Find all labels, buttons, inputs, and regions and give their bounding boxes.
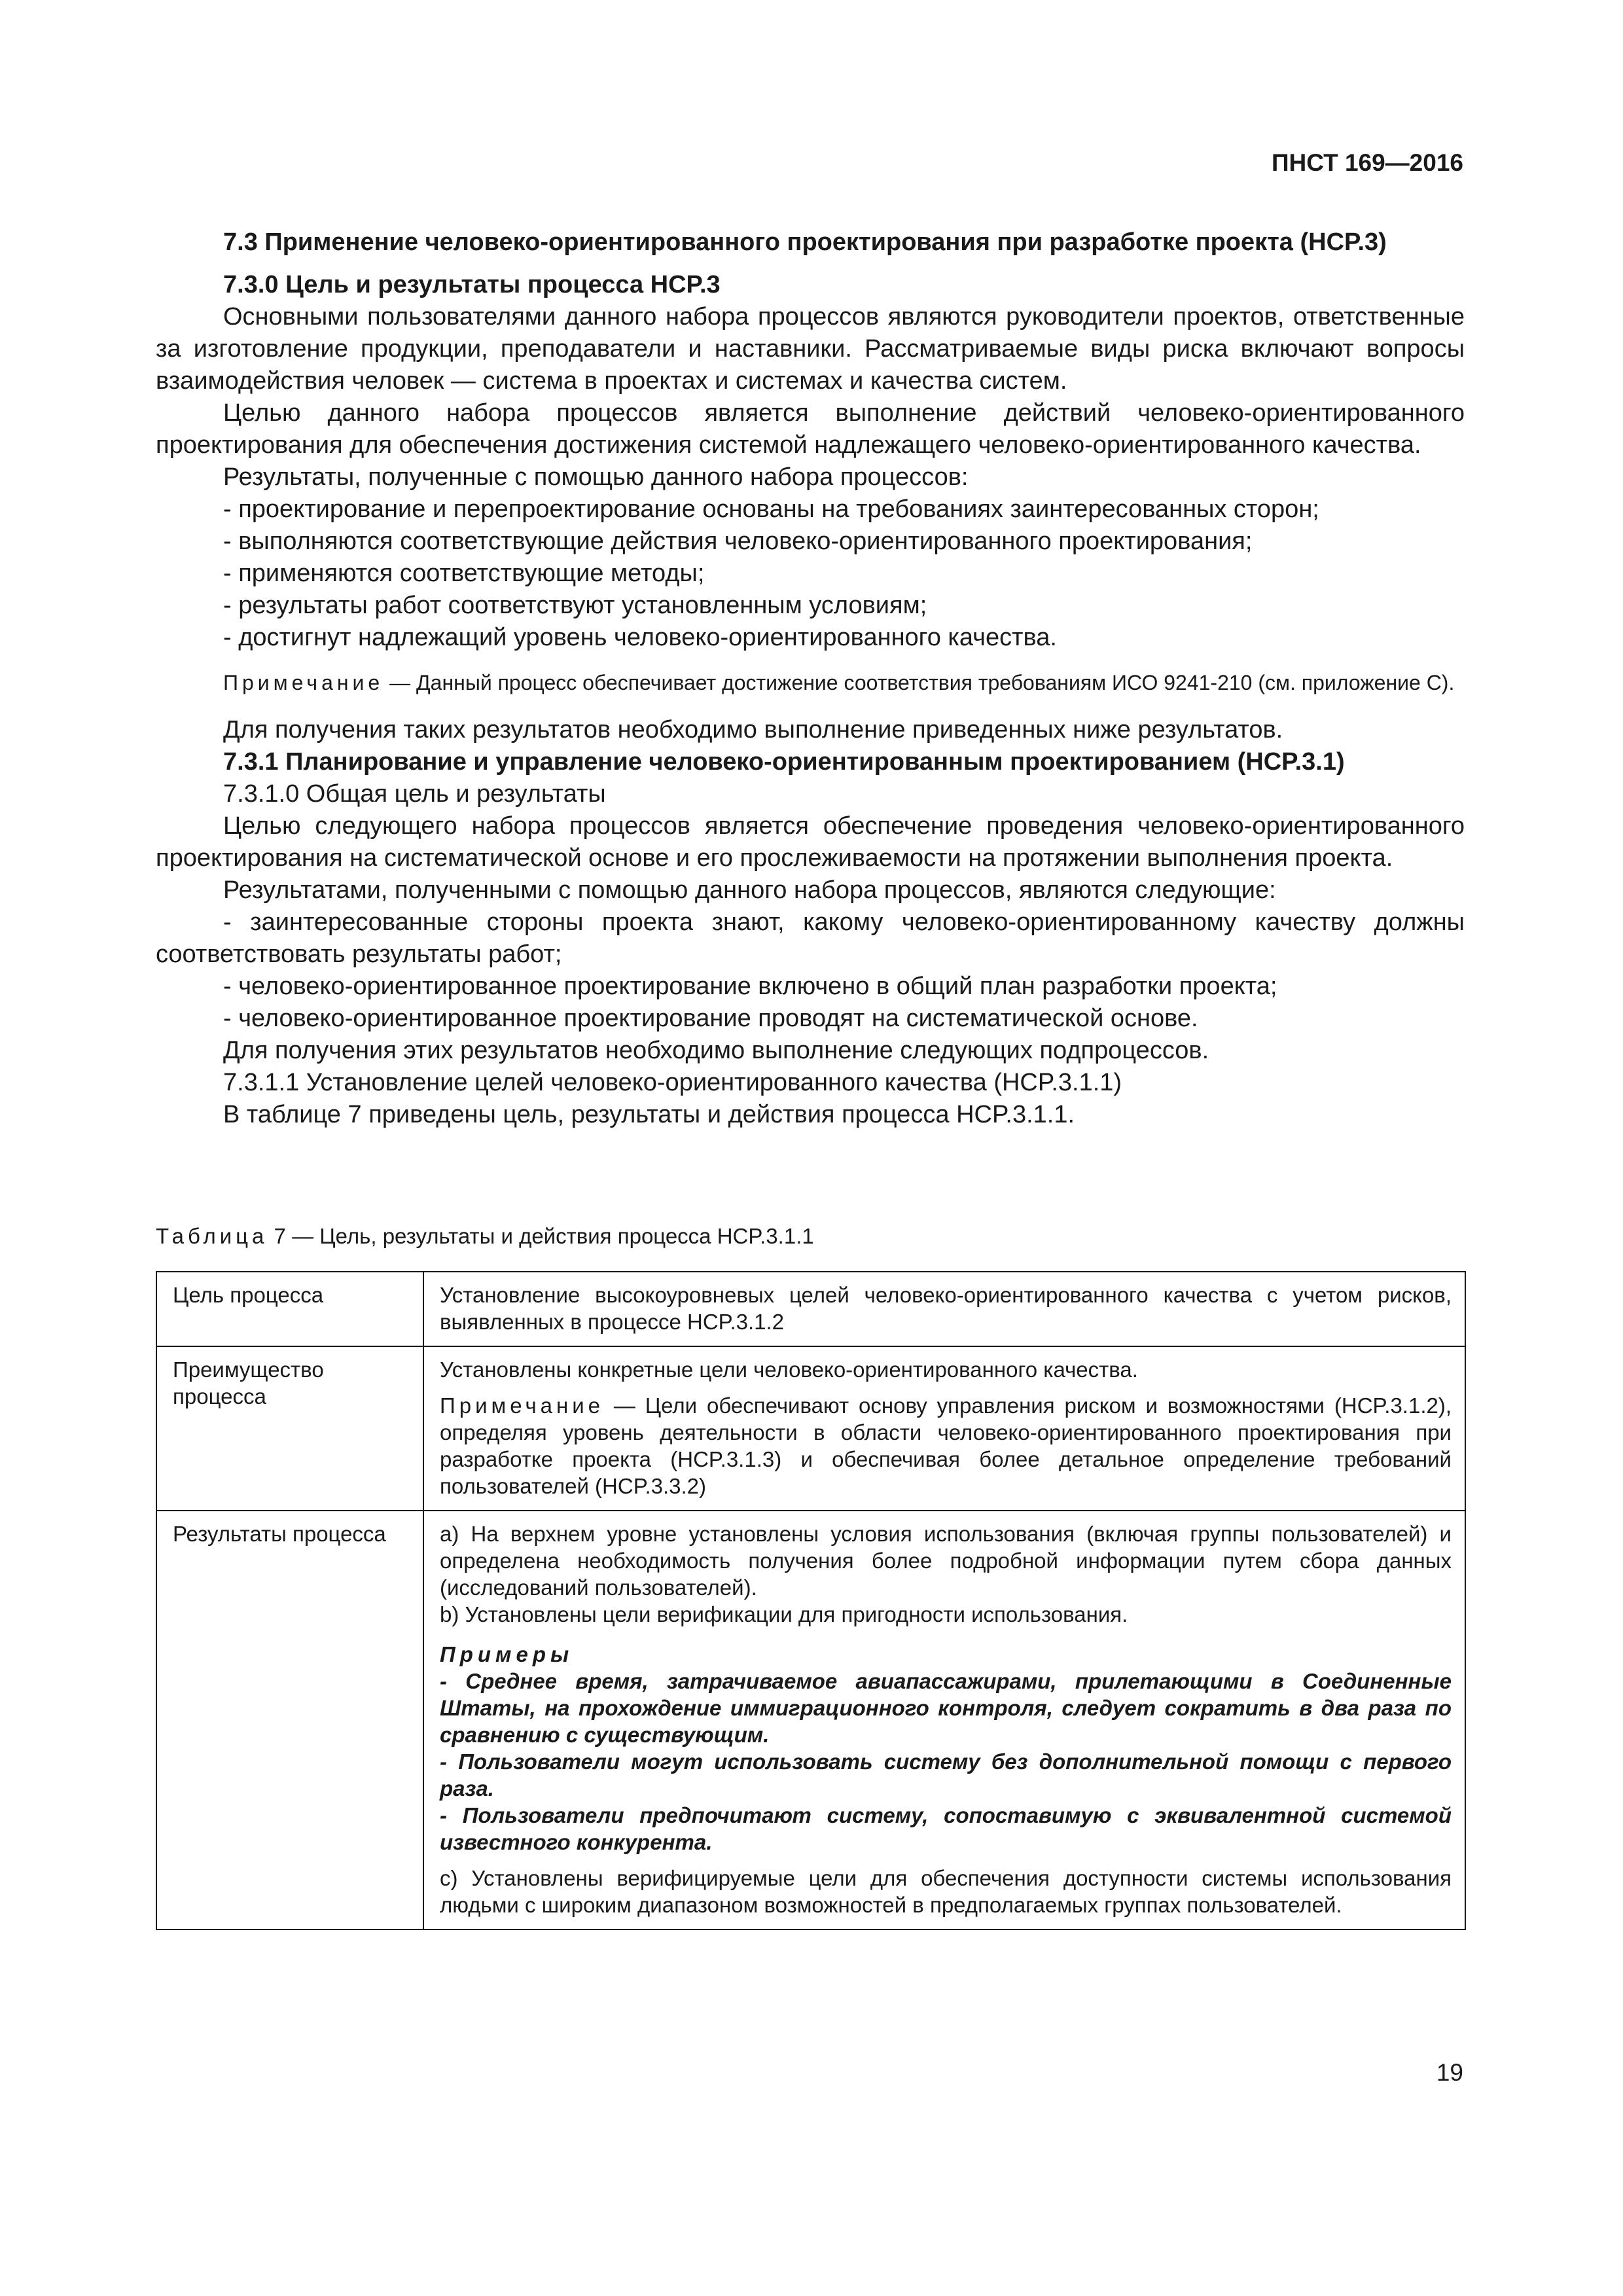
example-item: - Пользователи могут использовать систему без дополнительной помощи с первого раза. — [440, 1749, 1452, 1801]
row-label: Цель процесса — [156, 1272, 423, 1346]
cell-text: Установление высокоуровневых целей человеко-ориентированного качества с учетом рисков, выявленных в процессе HCP.3.1.2 — [440, 1283, 1452, 1334]
caption-text: 7 — Цель, результаты и действия процесса HCP.3.1.1 — [268, 1224, 814, 1248]
paragraph: Результаты, полученные с помощью данного набора процессов: — [223, 463, 969, 491]
note-text: — Цели обеспечивают основу управления риском и возможностями (HCP.3.1.2), определяя уровень деятельности в области человеко-ориентированного проектирования при разработке проекта (HCP.3.1.3) и обеспечивая более детальное определение требований пользователей (HCP.3.3.2) — [440, 1393, 1452, 1498]
page-number: 19 — [1436, 2059, 1463, 2086]
main-content — [156, 226, 1465, 1131]
cell-text: Установлены конкретные цели человеко-ориентированного качества. — [440, 1357, 1138, 1382]
list-item: - результаты работ соответствуют установленным условиям; — [223, 592, 927, 619]
list-item: - заинтересованные стороны проекта знают, какому человеко-ориентированному качеству должны соответствовать результаты работ; — [156, 908, 1465, 968]
paragraph: Результатами, полученными с помощью данного набора процессов, являются следующие: — [223, 876, 1276, 904]
list-item: - проектирование и перепроектирование основаны на требованиях заинтересованных сторон; — [223, 495, 1319, 523]
clause-heading: 7.3.1.1 Установление целей человеко-ориентированного качества (HCP.3.1.1) — [223, 1069, 1122, 1096]
table-row — [156, 1346, 1465, 1511]
note — [156, 668, 1465, 697]
note-text: — Данный процесс обеспечивает достижение соответствия требованиям ИСО 9241-210 (см. приложение С). — [383, 671, 1455, 694]
paragraph: Основными пользователями данного набора процессов являются руководители проектов, ответственные за изготовление продукции, преподаватели и наставники. Рассматриваемые виды риска включают вопросы взаимодействия человек — система в проектах и системах и качества систем. — [156, 303, 1465, 395]
note-label: Примечание — [223, 671, 384, 694]
table-caption — [156, 1224, 814, 1249]
subsection-heading: 7.3.1 Планирование и управление человеко-ориентированным проектированием (HCP.3.1) — [223, 748, 1345, 776]
row-value — [423, 1346, 1465, 1511]
cell-note — [440, 1392, 1452, 1499]
note-label: Примечание — [440, 1393, 605, 1418]
list-item: - выполняются соответствующие действия человеко-ориентированного проектирования; — [223, 528, 1253, 555]
list-item: - человеко-ориентированное проектирование включено в общий план разработки проекта; — [223, 973, 1277, 1000]
example-item: - Пользователи предпочитают систему, сопоставимую с эквивалентной системой известного конкурента. — [440, 1803, 1452, 1854]
caption-label: Таблица — [156, 1224, 268, 1248]
process-table — [156, 1271, 1466, 1930]
paragraph: Целью данного набора процессов является выполнение действий человеко-ориентированного проектирования для обеспечения достижения системой надлежащего человеко-ориентированного качества. — [156, 399, 1465, 459]
table-row — [156, 1272, 1465, 1346]
subsection-title: 7.3.0 Цель и результаты процесса HCP.3 — [223, 271, 721, 298]
row-value — [423, 1511, 1465, 1929]
paragraph: Для получения таких результатов необходимо выполнение приведенных ниже результатов. — [223, 716, 1283, 744]
section-title: 7.3 Применение человеко-ориентированного проектирования при разработке проекта (HCP.3) — [223, 228, 1387, 256]
result-a: a) На верхнем уровне установлены условия использования (включая группы пользователей) и определена необходимость получения более подробной информации путем сбора данных (исследований пользователей). — [440, 1522, 1452, 1600]
paragraph: Целью следующего набора процессов является обеспечение проведения человеко-ориентированного проектирования на систематической основе и его прослеживаемости на протяжении выполнения проекта. — [156, 812, 1465, 872]
document-header: ПНСТ 169—2016 — [1271, 149, 1463, 176]
list-item: - человеко-ориентированное проектирование проводят на систематической основе. — [223, 1005, 1198, 1032]
row-label: Преимущество процесса — [156, 1346, 423, 1511]
row-value — [423, 1272, 1465, 1346]
result-b: b) Установлены цели верификации для пригодности использования. — [440, 1602, 1128, 1626]
result-c: c) Установлены верифицируемые цели для обеспечения доступности системы использования людьми с широким диапазоном возможностей в предполагаемых группах пользователей. — [440, 1866, 1452, 1917]
list-item: - применяются соответствующие методы; — [223, 560, 705, 587]
example-item: - Среднее время, затрачиваемое авиапассажирами, прилетающими в Соединенные Штаты, на прохождение иммиграционного контроля, следует сократить в два раза по сравнению с существующим. — [440, 1669, 1452, 1747]
outcomes-list — [156, 493, 1465, 654]
row-label: Результаты процесса — [156, 1511, 423, 1929]
table-row — [156, 1511, 1465, 1929]
clause-heading: 7.3.1.0 Общая цель и результаты — [223, 780, 606, 808]
paragraph: Для получения этих результатов необходимо выполнение следующих подпроцессов. — [223, 1037, 1209, 1064]
examples-title: Примеры — [440, 1642, 574, 1666]
paragraph: В таблице 7 приведены цель, результаты и действия процесса HCP.3.1.1. — [223, 1101, 1075, 1128]
list-item: - достигнут надлежащий уровень человеко-ориентированного качества. — [223, 624, 1057, 651]
